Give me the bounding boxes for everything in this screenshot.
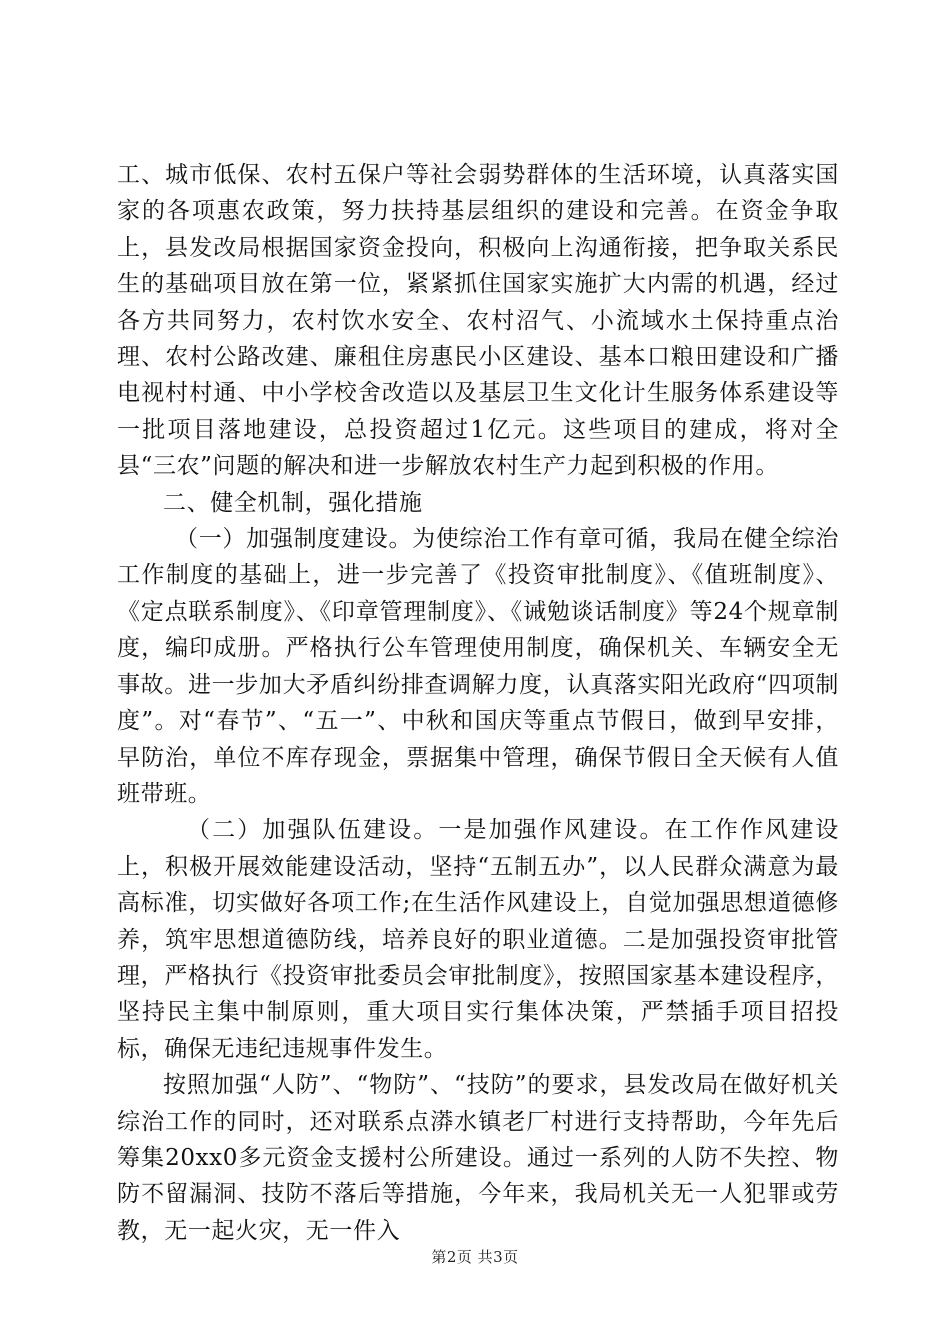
paragraph-security-measures: 按照加强“人防”、“物防”、“技防”的要求，县发改局在做好机关综治工作的同时，还对联系点漭水镇老厂村进行支持帮助，今年先后筹集20xx0多元资金支援村公所建设。通过一系列的人防不失控、物防不留漏洞、技防不落后等措施，今年来，我局机关无一人犯罪或劳教，无一起火灾，无一件入 <box>117 1072 839 1244</box>
paragraph-continuation: 工、城市低保、农村五保户等社会弱势群体的生活环境，认真落实国家的各项惠农政策，努力扶持基层组织的建设和完善。在资金争取上，县发改局根据国家资金投向，积极向上沟通衔接，把争取关系民生的基础项目放在第一位，紧紧抓住国家实施扩大内需的机遇，经过各方共同努力，农村饮水安全、农村沼气、小流域水土保持重点治理、农村公路改建、廉租住房惠民小区建设、基本口粮田建设和广播电视村村通、中小学校舍改造以及基层卫生文化计生服务体系建设等一批项目落地建设，总投资超过1亿元。这些项目的建成，将对全县“三农”问题的解决和进一步解放农村生产力起到积极的作用。 <box>117 162 839 480</box>
paragraph-system-building: （一）加强制度建设。为使综治工作有章可循，我局在健全综治工作制度的基础上，进一步完善了《投资审批制度》、《值班制度》、《定点联系制度》、《印章管理制度》、《诫勉谈话制度》等24个规章制度，编印成册。严格执行公车管理使用制度，确保机关、车辆安全无事故。进一步加大矛盾纠纷排查调解力度，认真落实阳光政府“四项制度”。对“春节”、“五一”、中秋和国庆等重点节假日，做到早安排，早防治，单位不库存现金，票据集中管理，确保节假日全天候有人值班带班。 <box>117 526 839 807</box>
page-footer <box>0 1246 950 1267</box>
page-total: 共3页 <box>477 1248 519 1266</box>
paragraph-team-building: （二）加强队伍建设。一是加强作风建设。在工作作风建设上，积极开展效能建设活动，坚持“五制五办”，以人民群众满意为最高标准，切实做好各项工作;在生活作风建设上，自觉加强思想道德修养，筑牢思想道德防线，培养良好的职业道德。二是加强投资审批管理，严格执行《投资审批委员会审批制度》，按照国家基本建设程序，坚持民主集中制原则，重大项目实行集体决策，严禁插手项目招投标，确保无违纪违规事件发生。 <box>117 817 839 1062</box>
section-heading: 二、健全机制，强化措施 <box>163 489 423 516</box>
document-body <box>117 157 839 1249</box>
page-number: 第2页 <box>431 1248 473 1266</box>
